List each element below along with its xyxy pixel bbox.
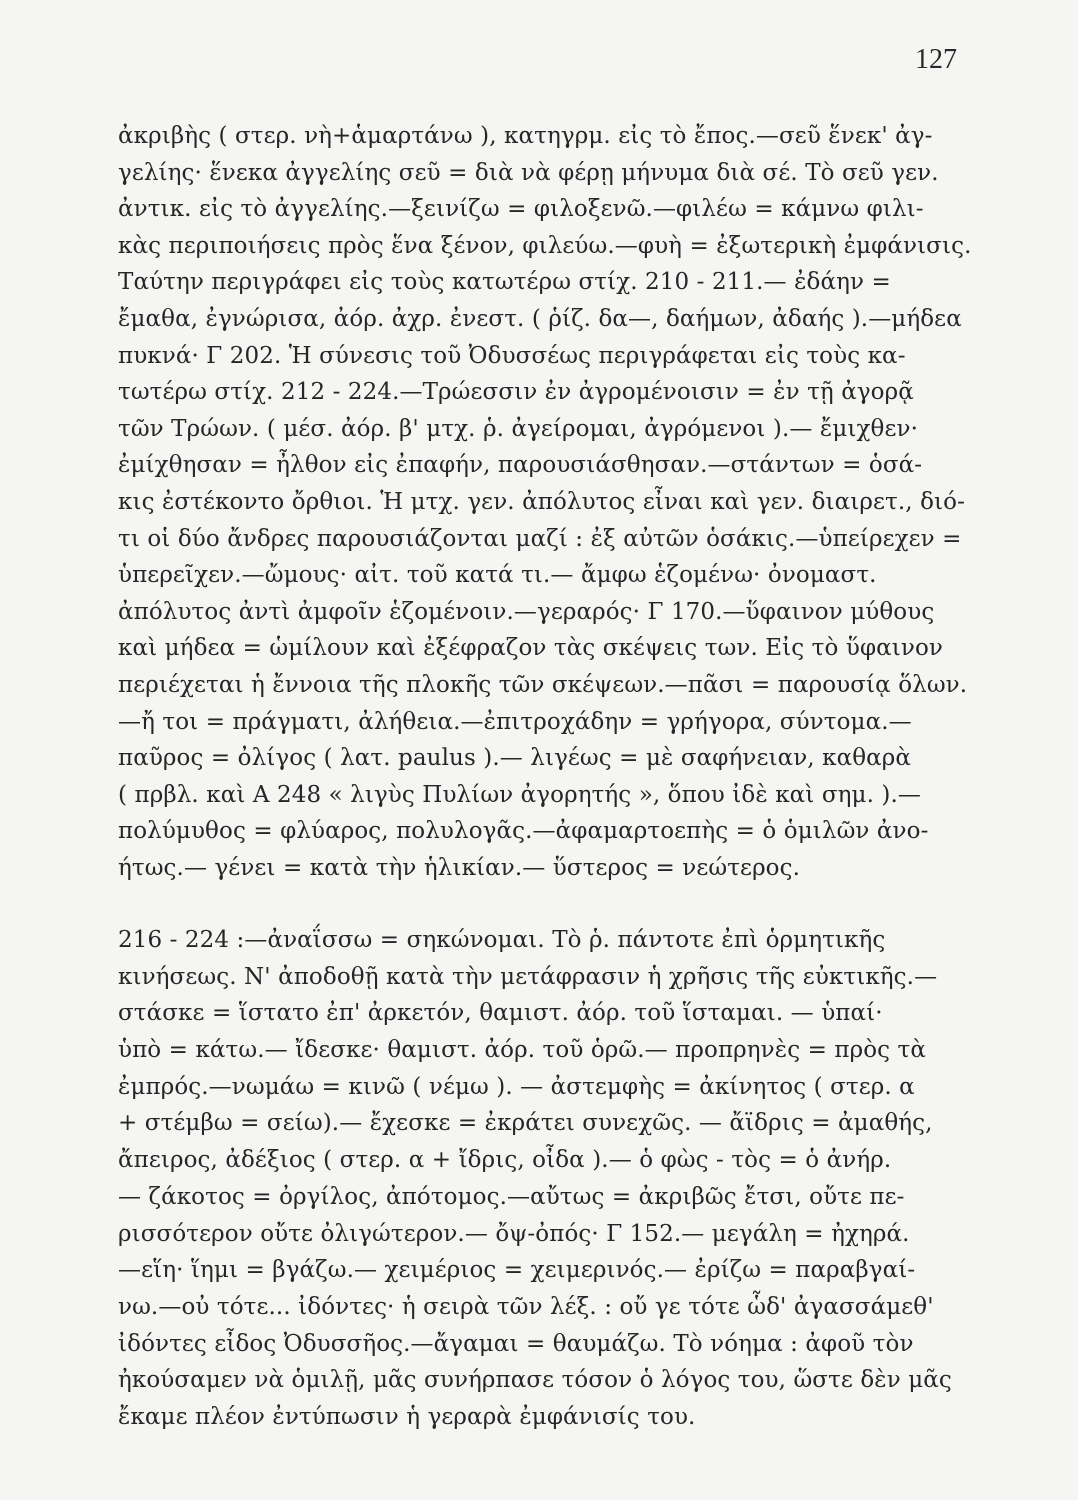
text-line: καὶ μήδεα = ὡμίλουν καὶ ἐξέφραζον τὰς σκέψεις των. Εἰς τὸ ὕφαινον	[118, 635, 944, 662]
commentary-paragraph-verses-216-224	[118, 922, 974, 1436]
text-line: —ἤ τοι = πράγματι, ἀλήθεια.—ἐπιτροχάδην = γρήγορα, σύντομα.—	[118, 708, 912, 735]
text-line: ἔκαμε πλέον ἐντύπωσιν ἡ γεραρὰ ἐμφάνισίς του.	[118, 1403, 696, 1430]
text-line: ἀκριβὴς ( στερ. νὴ+ἁμαρτάνω ), κατηγρμ. εἰς τὸ ἔπος.—σεῦ ἕνεκ' ἀγ-	[118, 123, 933, 149]
text-line: 216 - 224 :—ἀναΐσσω = σηκώνομαι. Τὸ ῥ. πάντοτε ἐπὶ ὁρμητικῆς	[118, 927, 886, 953]
text-line: κινήσεως. Ν' ἀποδοθῇ κατὰ τὴν μετάφρασιν ἡ χρῆσις τῆς εὐκτικῆς.—	[118, 963, 938, 990]
text-line: —εἵη· ἵημι = βγάζω.— χειμέριος = χειμερινός.— ἐρίζω = παραβγαί-	[118, 1257, 916, 1284]
text-line: ἐμπρός.—νωμάω = κινῶ ( νέμω ). — ἀστεμφὴς = ἀκίνητος ( στερ. α	[118, 1073, 915, 1100]
text-line: ( πρβλ. καὶ Α 248 « λιγὺς Πυλίων ἀγορητής », ὅπου ἰδὲ καὶ σημ. ).—	[118, 781, 921, 808]
text-line: ἀντικ. εἰς τὸ ἀγγελίης.—ξεινίζω = φιλοξενῶ.—φιλέω = κάμνω φιλι-	[118, 196, 924, 223]
text-line: ἰδόντες εἶδος Ὀδυσσῆος.—ἄγαμαι = θαυμάζω. Τὸ νόημα : ἀφοῦ τὸν	[118, 1330, 914, 1357]
text-line: ὑπὸ = κάτω.— ἴδεσκε· θαμιστ. ἀόρ. τοῦ ὁρῶ.— προπρηνὲς = πρὸς τὰ	[118, 1037, 926, 1064]
text-line: ἠκούσαμεν νὰ ὁμιλῇ, μᾶς συνήρπασε τόσον ὁ λόγος του, ὥστε δὲν μᾶς	[118, 1367, 952, 1394]
text-line: τωτέρω στίχ. 212 - 224.—Τρώεσσιν ἐν ἀγρομένοισιν = ἐν τῇ ἀγορᾷ	[118, 379, 914, 406]
text-line: νω.—οὐ τότε... ἰδόντες· ἡ σειρὰ τῶν λέξ. : οὔ γε τότε ὧδ' ἀγασσάμεθ'	[118, 1293, 934, 1320]
text-line: τῶν Τρώων. ( μέσ. ἀόρ. β' μτχ. ῥ. ἀγείρομαι, ἀγρόμενοι ).— ἔμιχθεν·	[118, 415, 919, 442]
text-line: ἔμαθα, ἐγνώρισα, ἀόρ. ἀχρ. ἐνεστ. ( ῥίζ. δα—, δαήμων, ἀδαής ).—μήδεα	[118, 305, 962, 332]
text-line: ὑπερεῖχεν.—ὤμους· αἰτ. τοῦ κατά τι.— ἄμφω ἑζομένω· ὀνομαστ.	[118, 562, 877, 589]
text-line: γελίης· ἕνεκα ἀγγελίης σεῦ = διὰ νὰ φέρῃ μήνυμα διὰ σέ. Τὸ σεῦ γεν.	[118, 159, 939, 186]
text-line: ἄπειρος, ἀδέξιος ( στερ. α + ἴδρις, οἶδα ).— ὁ φὼς - τὸς = ὁ ἀνήρ.	[118, 1147, 892, 1174]
text-line: κὰς περιποιήσεις πρὸς ἕνα ξένον, φιλεύω.—φυὴ = ἐξωτερικὴ ἐμφάνισις.	[118, 232, 972, 259]
text-line: τι οἱ δύο ἄνδρες παρουσιάζονται μαζί : ἐξ αὐτῶν ὁσάκις.—ὑπείρεχεν =	[118, 525, 962, 552]
text-line: ρισσότερον οὔτε ὀλιγώτερον.— ὄψ-ὀπός· Γ 152.— μεγάλη = ἠχηρά.	[118, 1220, 910, 1247]
text-line: παῦρος = ὀλίγος ( λατ. paulus ).— λιγέως = μὲ σαφήνειαν, καθαρὰ	[118, 745, 912, 772]
page-number: 127	[915, 44, 957, 75]
text-line: ἀπόλυτος ἀντὶ ἀμφοῖν ἑζομένοιν.—γεραρός· Γ 170.—ὕφαινον μύθους	[118, 598, 935, 625]
text-line: ήτως.— γένει = κατὰ τὴν ἡλικίαν.— ὕστερος = νεώτερος.	[118, 854, 801, 881]
text-line: περιέχεται ἡ ἔννοια τῆς πλοκῆς τῶν σκέψεων.—πᾶσι = παρουσίᾳ ὅλων.	[118, 671, 968, 698]
text-line: + στέμβω = σείω).— ἔχεσκε = ἐκράτει συνεχῶς. — ἄϊδρις = ἀμαθής,	[118, 1110, 933, 1137]
text-line: Ταύτην περιγράφει εἰς τοὺς κατωτέρω στίχ. 210 - 211.— ἐδάην =	[118, 269, 891, 296]
commentary-paragraph-verses-210-215	[118, 118, 974, 886]
text-line: στάσκε = ἵστατο ἐπ' ἀρκετόν, θαμιστ. ἀόρ. τοῦ ἵσταμαι. — ὑπαί·	[118, 1000, 883, 1027]
text-line: ἐμίχθησαν = ἦλθον εἰς ἐπαφήν, παρουσιάσθησαν.—στάντων = ὁσά-	[118, 452, 923, 479]
text-line: πολύμυθος = φλύαρος, πολυλογᾶς.—ἀφαμαρτοεπὴς = ὁ ὁμιλῶν ἀνο-	[118, 818, 929, 845]
text-line: — ζάκοτος = ὀργίλος, ἀπότομος.—αὔτως = ἀκριβῶς ἔτσι, οὔτε πε-	[118, 1183, 905, 1210]
text-line: κις ἐστέκοντο ὄρθιοι. Ἡ μτχ. γεν. ἀπόλυτος εἶναι καὶ γεν. διαιρετ., διό-	[118, 488, 965, 515]
text-line: πυκνά· Γ 202. Ἡ σύνεσις τοῦ Ὀδυσσέως περιγράφεται εἰς τοὺς κα-	[118, 342, 906, 369]
